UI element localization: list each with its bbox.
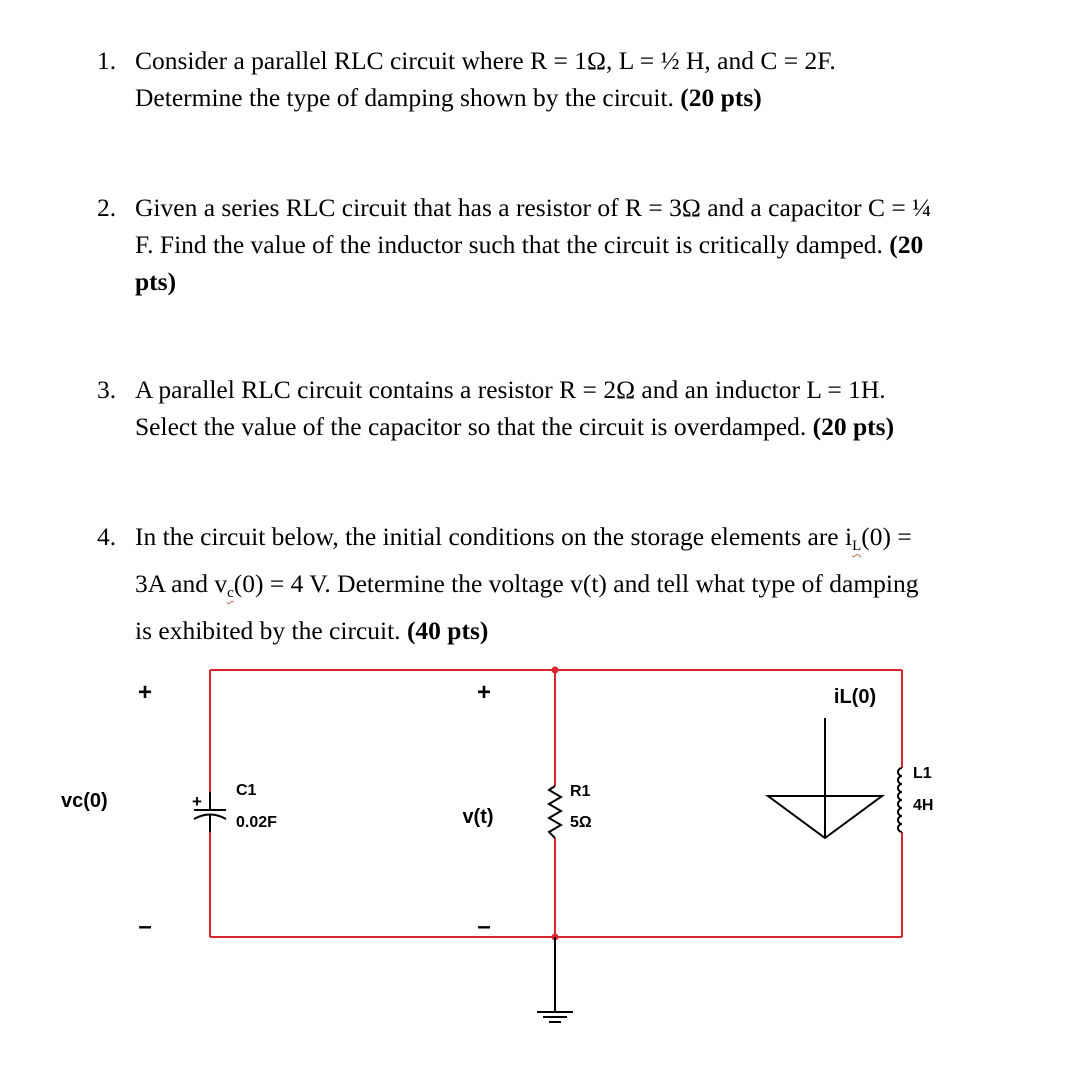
vt-label: v(t) (462, 806, 494, 828)
question-4 (97, 518, 1017, 649)
question-number: 3. (97, 375, 117, 404)
c1-name: C1 (236, 782, 257, 799)
question-line: A parallel RLC circuit contains a resistor R = 2Ω and an inductor L = 1H. (135, 375, 886, 404)
r1-name: R1 (570, 783, 591, 800)
ground-icon (537, 937, 573, 1022)
points: (20 pts) (812, 412, 895, 441)
question-number: 2. (97, 193, 117, 222)
question-line: Select the value of the capacitor so that the circuit is overdamped. (20 pts) (135, 412, 895, 441)
resistor-r1 (549, 786, 561, 838)
points: pts) (135, 267, 177, 296)
current-arrow-icon (768, 718, 882, 838)
il-label: iL(0) (833, 686, 877, 708)
question-number: 1. (97, 46, 117, 75)
question-line: is exhibited by the circuit. (40 pts) (135, 616, 489, 645)
points: (40 pts) (406, 616, 489, 645)
question-3 (97, 371, 1017, 445)
question-2 (97, 189, 1017, 300)
l1-value: 4H (913, 797, 934, 814)
question-1 (97, 42, 1017, 116)
question-line: Determine the type of damping shown by the circuit. (20 pts) (135, 83, 762, 112)
vt-plus: + (476, 679, 492, 706)
question-line: In the circuit below, the initial conditions on the storage elements are $i_L(0)$ = (135, 522, 912, 554)
circuit-wires (210, 667, 902, 941)
circuit-diagram (0, 650, 1080, 1089)
vt-minus: – (477, 913, 491, 940)
capacitor-polarity: + (192, 792, 202, 811)
question-line: 3A and $v_c(0) = 4$ V. Determine the voltage v(t) and tell what type of damping (135, 569, 919, 601)
points: (20 (889, 230, 924, 259)
top-node (552, 667, 559, 674)
question-line: F. Find the value of the inductor such that the circuit is critically damped. (20 (135, 230, 924, 259)
vc-label: vc(0) (61, 790, 108, 812)
question-number: 4. (97, 522, 117, 551)
question-line (97, 263, 1017, 300)
vc-minus: – (138, 913, 152, 940)
question-line: Given a series RLC circuit that has a resistor of R = 3Ω and a capacitor C = ¼ (135, 193, 932, 222)
l1-name: L1 (913, 765, 932, 782)
inductor-l1 (898, 768, 902, 832)
c1-value: 0.02F (236, 814, 277, 831)
r1-value: 5Ω (570, 814, 592, 831)
points: (20 pts) (680, 83, 762, 112)
question-line: Consider a parallel RLC circuit where R = 1Ω, L = ½ H, and C = 2F. (135, 46, 836, 75)
vc-plus: + (137, 679, 153, 706)
